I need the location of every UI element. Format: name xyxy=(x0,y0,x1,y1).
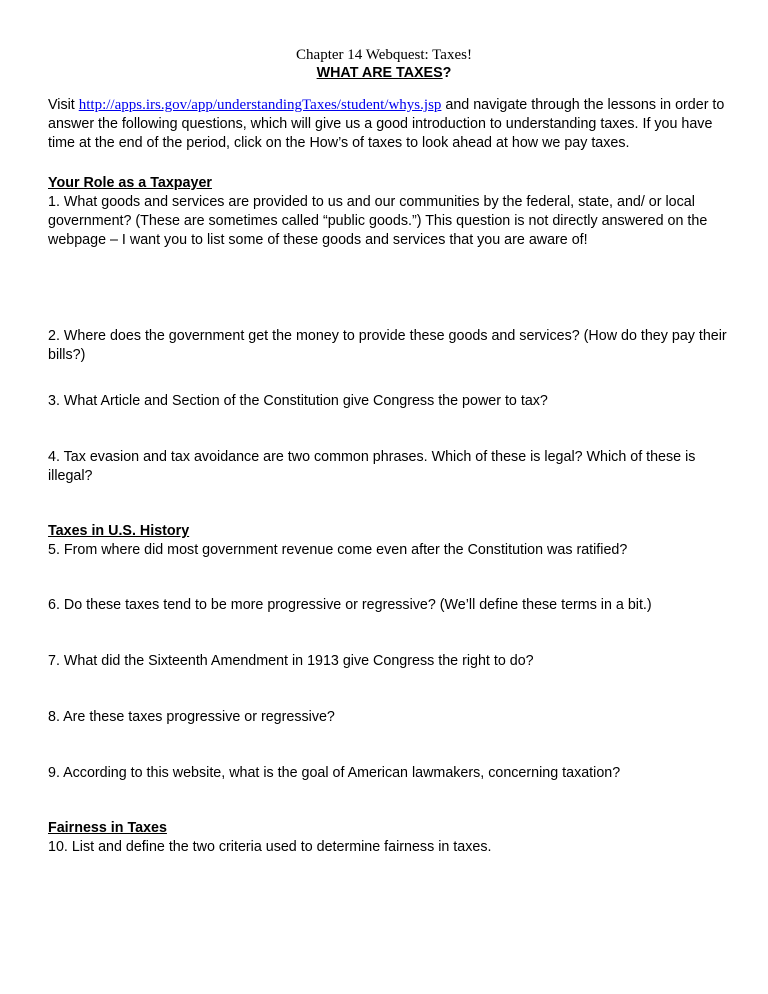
subtitle-underlined: WHAT ARE TAXES xyxy=(316,65,443,81)
irs-link[interactable]: http://apps.irs.gov/app/understandingTaxes/student/whys.jsp xyxy=(78,97,442,113)
question-1: 1. What goods and services are provided to us and our communities by the federal, state, and/ or local government? (These are sometimes called “public goods.”) This question is not directly answered on the webpage – I want you to list some of these goods and services that you are aware of! xyxy=(48,194,708,248)
intro-prefix: Visit xyxy=(48,97,79,113)
question-9: 9. According to this website, what is the goal of American lawmakers, concerning taxation? xyxy=(48,765,621,781)
title-block xyxy=(0,46,768,83)
section-heading: Fairness in Taxes xyxy=(48,820,167,836)
section-heading: Taxes in U.S. History xyxy=(48,523,190,539)
question-5: 5. From where did most government revenue come even after the Constitution was ratified? xyxy=(48,542,628,558)
subtitle-suffix: ? xyxy=(442,65,452,81)
section-your-role xyxy=(48,174,728,250)
section-heading: Your Role as a Taxpayer xyxy=(48,175,212,191)
question-10: 10. List and define the two criteria used to determine fairness in taxes. xyxy=(48,839,492,855)
question-8: 8. Are these taxes progressive or regressive? xyxy=(48,709,335,725)
question-2: 2. Where does the government get the money to provide these goods and services? (How do they pay their bills?) xyxy=(48,328,727,363)
intro-suffix: and navigate through the lessons in order to answer the following questions, which will give us a good introduction to understanding taxes. If you have time at the end of the period, click on the How’s of taxes to look ahead at how we pay taxes. xyxy=(48,97,725,151)
section-fairness xyxy=(48,819,728,857)
question-3: 3. What Article and Section of the Constitution give Congress the power to tax? xyxy=(48,393,548,409)
section-us-history xyxy=(48,522,728,560)
intro-paragraph xyxy=(48,96,728,153)
page-subtitle xyxy=(0,64,768,83)
page-title: Chapter 14 Webquest: Taxes! xyxy=(296,47,472,63)
question-6: 6. Do these taxes tend to be more progressive or regressive? (We’ll define these terms in a bit.) xyxy=(48,597,652,613)
question-4: 4. Tax evasion and tax avoidance are two common phrases. Which of these is legal? Which of these is illegal? xyxy=(48,449,696,484)
question-7: 7. What did the Sixteenth Amendment in 1913 give Congress the right to do? xyxy=(48,653,534,669)
